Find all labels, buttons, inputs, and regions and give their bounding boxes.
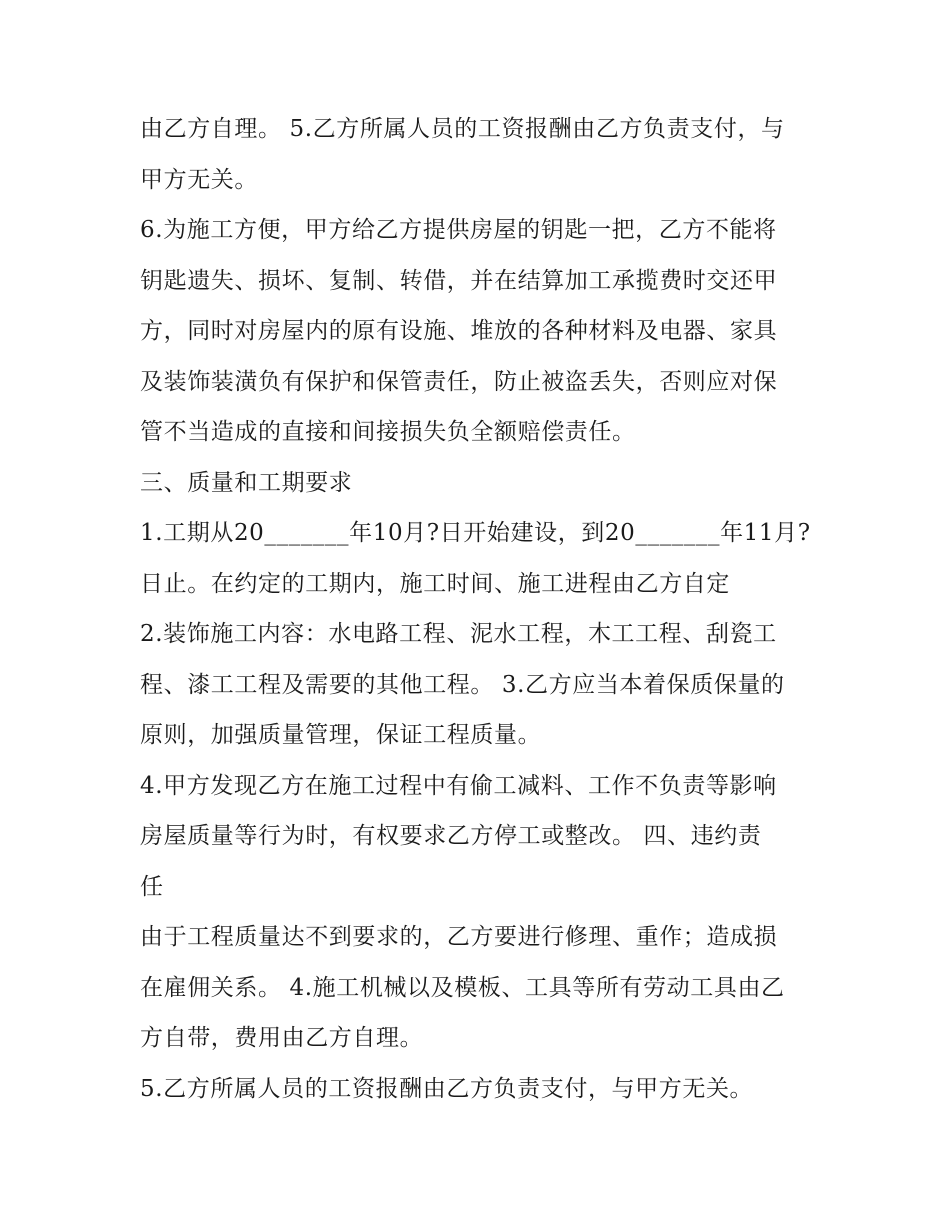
text-line-10: 日止。在约定的工期内，施工时间、施工进程由乙方自定 <box>140 570 730 597</box>
text-line-16: 任 <box>140 873 164 900</box>
text-line-6: 及装饰装潢负有保护和保管责任，防止被盗丢失，否则应对保 <box>140 368 778 395</box>
text-line-17: 由于工程质量达不到要求的，乙方要进行修理、重作；造成损 <box>140 924 778 950</box>
text-line-5: 方，同时对房屋内的原有设施、堆放的各种材料及电器、家具 <box>140 318 778 344</box>
text-line-7: 管不当造成的直接和间接损失负全额赔偿责任。 <box>140 419 636 445</box>
text-line-14: 4.甲方发现乙方在施工过程中有偷工减料、工作不负责等影响 <box>140 772 777 799</box>
text-line-15: 房屋质量等行为时，有权要求乙方停工或整改。 四、违约责 <box>140 823 762 849</box>
text-line-18: 在雇佣关系。 4.施工机械以及模板、工具等所有劳动工具由乙 <box>140 974 785 1001</box>
text-line-2: 甲方无关。 <box>140 166 258 193</box>
document-body <box>140 104 820 1114</box>
text-line-11: 2.装饰施工内容：水电路工程、泥水工程，木工工程、刮瓷工 <box>140 621 777 647</box>
section-heading-quality: 三、质量和工期要求 <box>140 469 353 496</box>
text-line-4: 钥匙遗失、损坏、复制、转借，并在结算加工承揽费时交还甲 <box>140 267 778 294</box>
text-line-13: 原则，加强质量管理，保证工程质量。 <box>140 722 542 748</box>
text-line-9: 1.工期从20_______年10月?日开始建设，到20_______年11月? <box>140 520 811 546</box>
text-line-1: 由乙方自理。 5.乙方所属人员的工资报酬由乙方负责支付，与 <box>140 116 785 142</box>
text-line-19: 方自带，费用由乙方自理。 <box>140 1025 424 1051</box>
text-line-20: 5.乙方所属人员的工资报酬由乙方负责支付，与甲方无关。 <box>140 1075 754 1102</box>
text-line-3: 6.为施工方便，甲方给乙方提供房屋的钥匙一把，乙方不能将 <box>140 217 777 243</box>
text-line-12: 程、漆工工程及需要的其他工程。 3.乙方应当本着保质保量的 <box>140 671 785 698</box>
